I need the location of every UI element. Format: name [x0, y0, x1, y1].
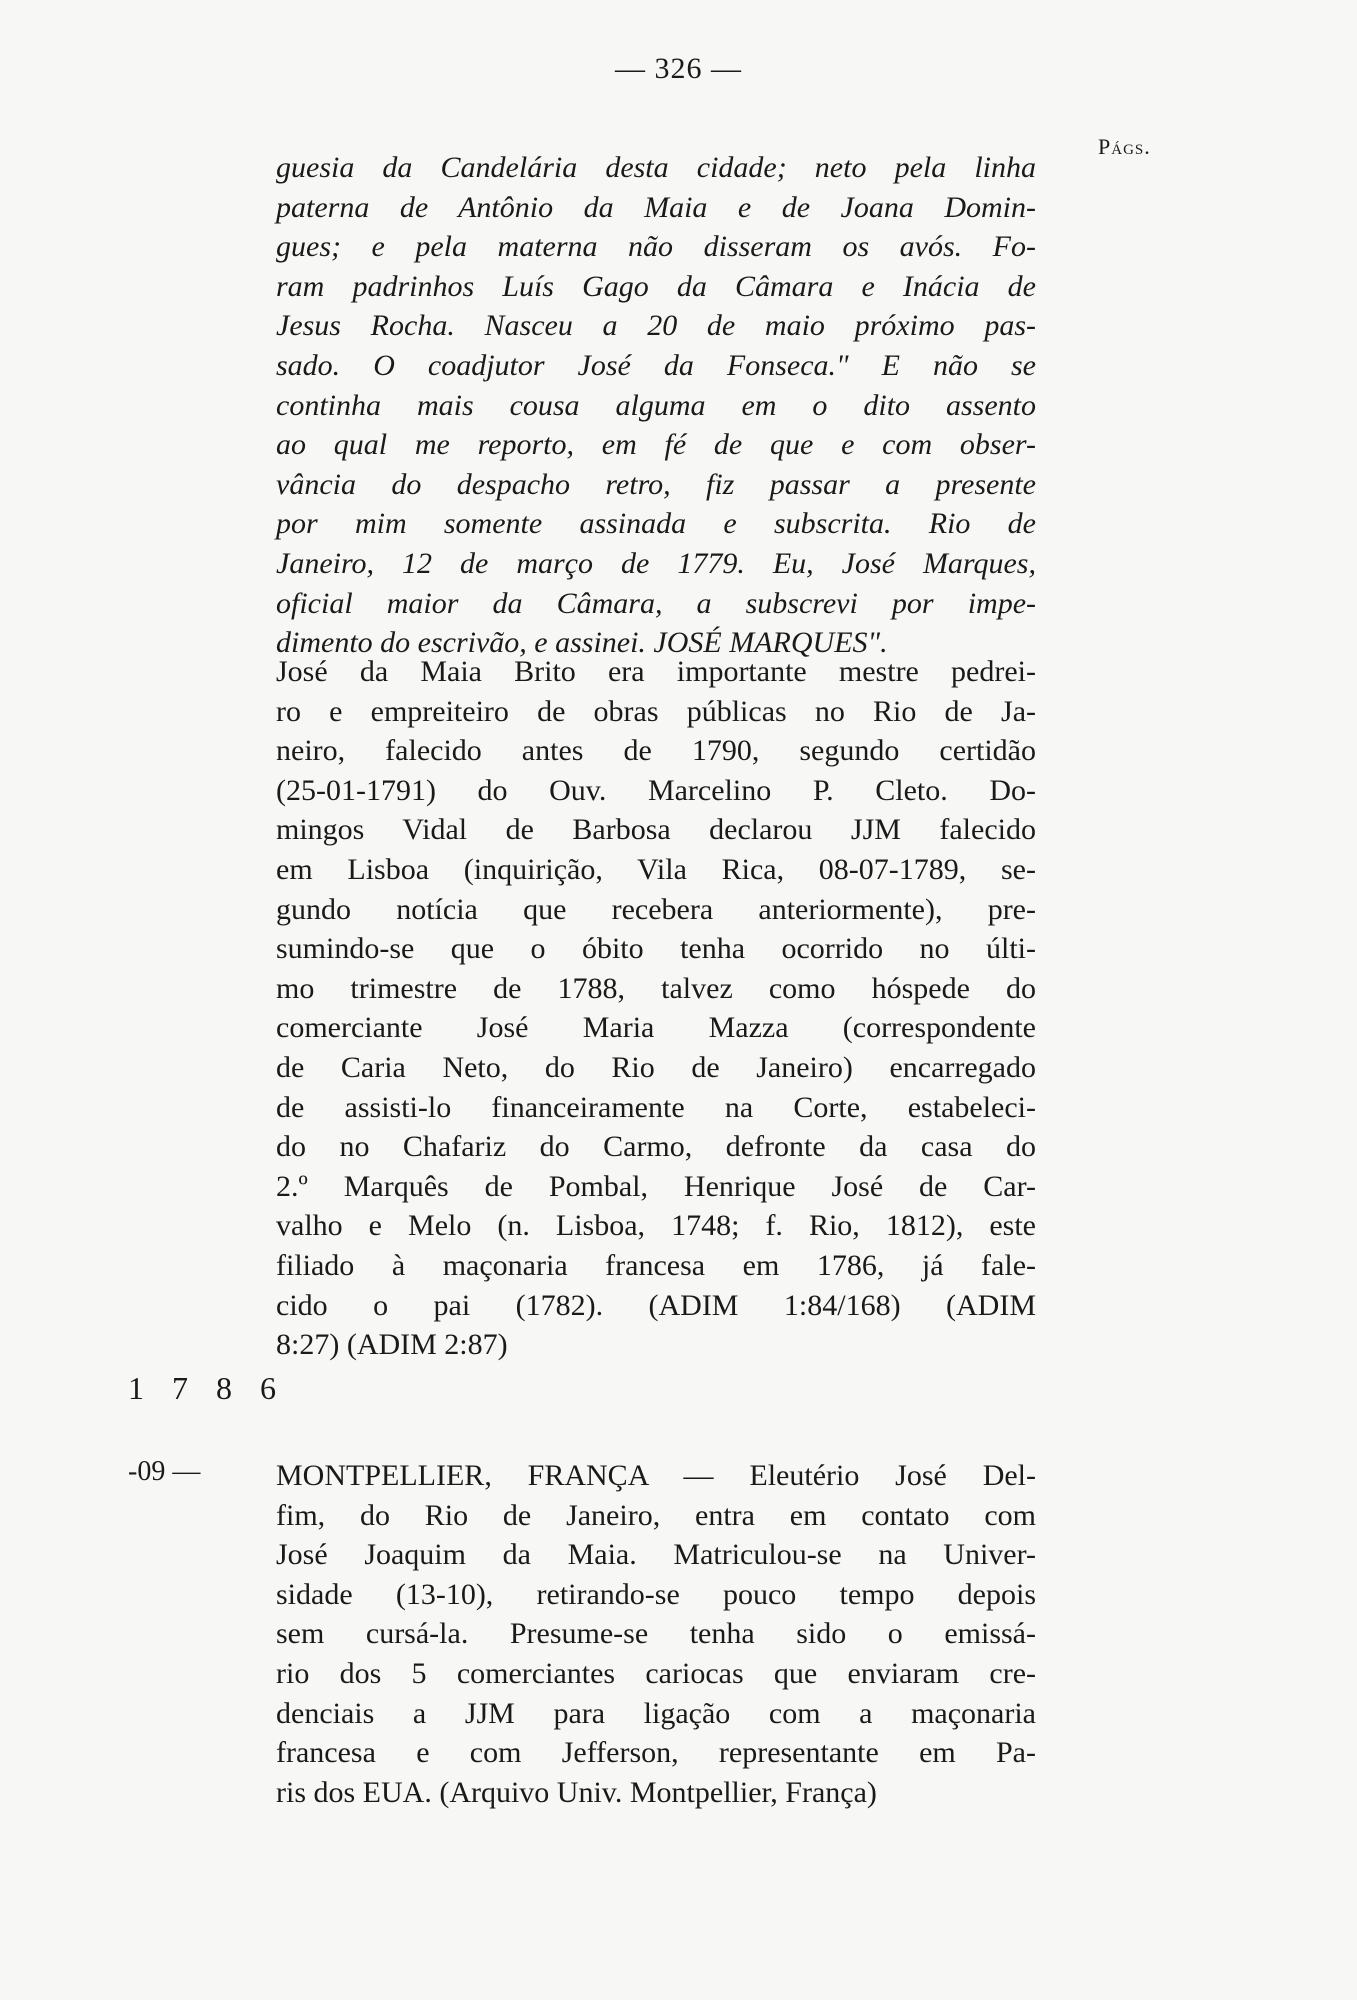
text-line: MONTPELLIER, FRANÇA — Eleutério José Del- [276, 1459, 1036, 1492]
text-line: cido o pai (1782). (ADIM 1:84/168) (ADIM [276, 1288, 1036, 1322]
text-line: de Caria Neto, do Rio de Janeiro) encarregado [276, 1050, 1036, 1084]
text-line: Janeiro, 12 de março de 1779. Eu, José Marques, [276, 546, 1036, 580]
text-line: gues; e pela materna não disseram os avós. Fo- [276, 230, 1036, 264]
text-line: rio dos 5 comerciantes cariocas que enviaram cre- [276, 1656, 1036, 1690]
text-line: fim, do Rio de Janeiro, entra em contato com [276, 1498, 1036, 1532]
text-line: José da Maia Brito era importante mestre pedrei- [276, 655, 1036, 688]
pags-label: Págs. [1098, 134, 1151, 159]
text-line: mingos Vidal de Barbosa declarou JJM falecido [276, 813, 1036, 847]
italic-paragraph [276, 148, 1036, 663]
text-line: ro e empreiteiro de obras públicas no Rio de Ja- [276, 694, 1036, 728]
text-line: 8:27) (ADIM 2:87) [276, 1328, 508, 1362]
roman-paragraph [276, 652, 1036, 1365]
text-line: sado. O coadjutor José da Fonseca." E não se [276, 348, 1036, 382]
text-line: dimento do escrivão, e assinei. JOSÉ MARQUES". [276, 626, 888, 660]
text-line: filiado à maçonaria francesa em 1786, já fale- [276, 1248, 1036, 1282]
text-line: vância do despacho retro, fiz passar a presente [276, 467, 1036, 501]
entry-date: -09 — [128, 1456, 201, 1487]
text-line: denciais a JJM para ligação com a maçonaria [276, 1696, 1036, 1730]
text-line: José Joaquim da Maia. Matriculou-se na Univer- [276, 1538, 1036, 1572]
text-line: sidade (13-10), retirando-se pouco tempo depois [276, 1577, 1036, 1611]
entry-paragraph [276, 1456, 1036, 1812]
year-heading: 1 7 8 6 [128, 1370, 286, 1406]
text-line: Jesus Rocha. Nasceu a 20 de maio próximo pas- [276, 309, 1036, 343]
text-line: do no Chafariz do Carmo, defronte da casa do [276, 1130, 1036, 1164]
text-line: valho e Melo (n. Lisboa, 1748; f. Rio, 1812), este [276, 1209, 1036, 1243]
text-line: continha mais cousa alguma em o dito assento [276, 388, 1036, 422]
text-line: ao qual me reporto, em fé de que e com obser- [276, 428, 1036, 462]
text-line: por mim somente assinada e subscrita. Rio de [276, 507, 1036, 541]
text-line: (25-01-1791) do Ouv. Marcelino P. Cleto. Do- [276, 773, 1036, 807]
text-line: sem cursá-la. Presume-se tenha sido o emissá- [276, 1617, 1036, 1651]
text-line: paterna de Antônio da Maia e de Joana Domin- [276, 190, 1036, 224]
text-line: comerciante José Maria Mazza (correspondente [276, 1011, 1036, 1045]
text-line: ris dos EUA. (Arquivo Univ. Montpellier, França) [276, 1775, 877, 1809]
text-line: de assisti-lo financeiramente na Corte, estabeleci- [276, 1090, 1036, 1124]
text-line: mo trimestre de 1788, talvez como hóspede do [276, 971, 1036, 1005]
text-line: neiro, falecido antes de 1790, segundo certidão [276, 734, 1036, 768]
text-line: 2.º Marquês de Pombal, Henrique José de Car- [276, 1169, 1036, 1203]
text-line: em Lisboa (inquirição, Vila Rica, 08-07-1789, se- [276, 852, 1036, 886]
text-line: sumindo-se que o óbito tenha ocorrido no últi- [276, 932, 1036, 966]
text-line: gundo notícia que recebera anteriormente), pre- [276, 892, 1036, 926]
page-number: — 326 — [615, 52, 742, 85]
text-line: ram padrinhos Luís Gago da Câmara e Inácia de [276, 269, 1036, 303]
text-line: oficial maior da Câmara, a subscrevi por impe- [276, 586, 1036, 620]
text-line: francesa e com Jefferson, representante em Pa- [276, 1736, 1036, 1770]
text-line: guesia da Candelária desta cidade; neto pela linha [276, 151, 1036, 184]
